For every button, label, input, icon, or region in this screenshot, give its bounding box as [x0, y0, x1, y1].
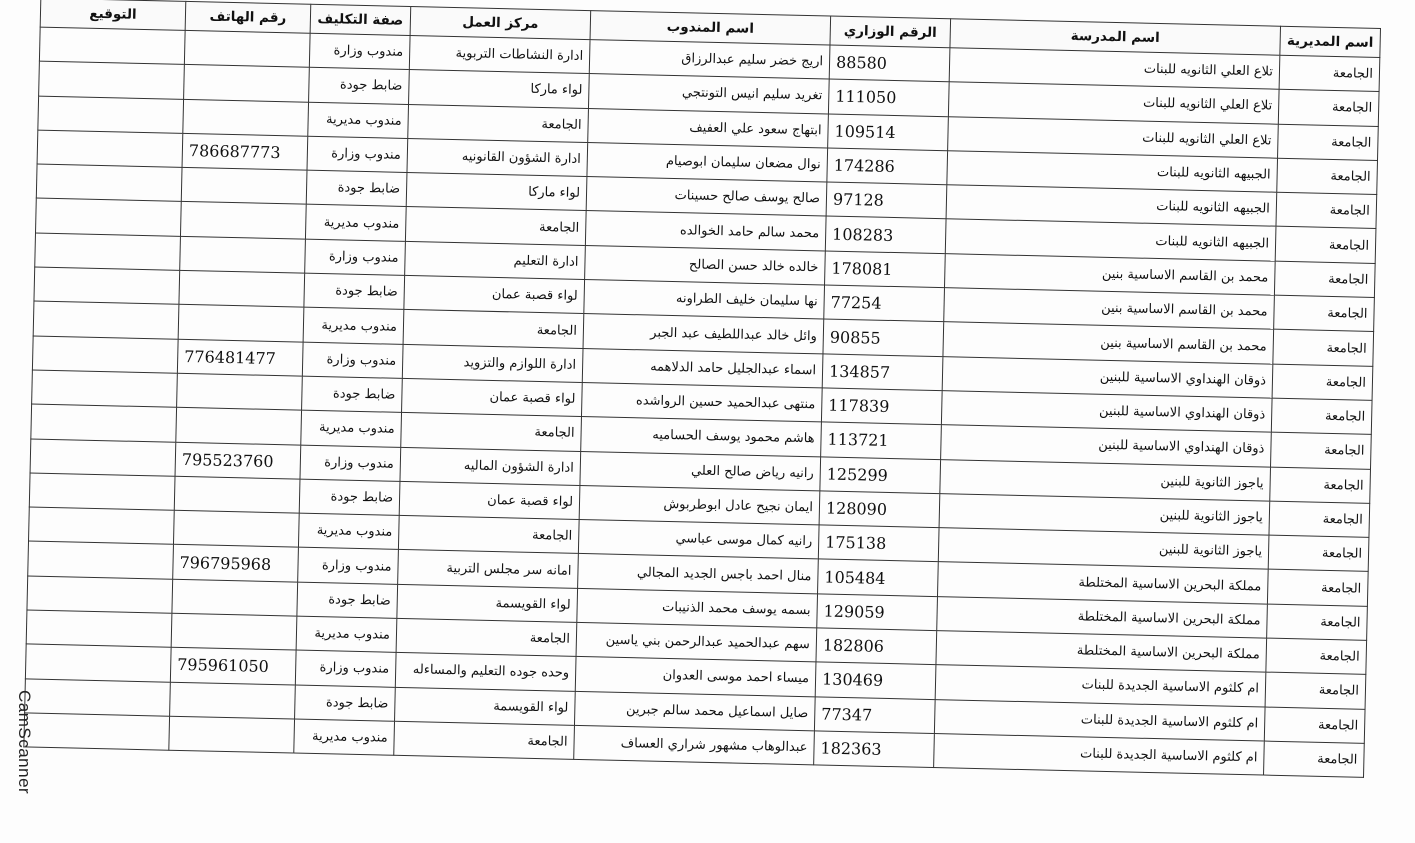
phone-cell — [180, 236, 306, 273]
signature-cell — [26, 610, 172, 648]
work-center-cell: ادارة الشؤون القانونيه — [407, 138, 588, 176]
school-cell: محمد بن القاسم الاساسية بنين — [943, 322, 1274, 364]
directorate-cell: الجامعة — [1267, 570, 1368, 607]
work-center-cell: لواء القويسمة — [395, 687, 576, 725]
assignment-cell: ضابط جودة — [304, 273, 405, 310]
school-cell: ياجوز الثانوية للبنين — [940, 459, 1271, 501]
delegate-name-cell: رانيه رياض صالح العلي — [580, 451, 821, 491]
delegate-name-cell: خالده خالد حسن الصالح — [585, 245, 826, 285]
assignment-cell: ضابط جودة — [299, 479, 400, 516]
assignment-cell: مندوب مديرية — [301, 410, 402, 447]
header-delegate-name: اسم المندوب — [590, 11, 831, 45]
phone-cell — [184, 30, 310, 67]
delegate-name-cell: نوال مضعان سليمان ابوصيام — [587, 142, 828, 182]
work-center-cell: لواء القويسمة — [397, 584, 578, 622]
directorate-cell: الجامعة — [1278, 90, 1379, 127]
phone-cell — [179, 270, 305, 307]
ministry-number-cell: 182806 — [816, 628, 937, 665]
school-cell: ذوقان الهنداوي الاساسية للبنين — [941, 425, 1272, 467]
delegate-name-cell: سهم عبدالحميد عبدالرحمن بني ياسين — [576, 622, 817, 662]
work-center-cell: لواء قصبة عمان — [399, 481, 580, 519]
directorate-cell: الجامعة — [1274, 261, 1375, 298]
delegate-name-cell: اريج خضر سليم عبدالرزاق — [589, 40, 830, 80]
work-center-cell: ادارة الشؤون الماليه — [400, 447, 581, 485]
ministry-number-cell: 129059 — [817, 594, 938, 631]
delegate-name-cell: منتهى عبدالحميد حسين الرواشده — [581, 382, 822, 422]
ministry-number-cell: 88580 — [829, 45, 950, 82]
delegate-name-cell: ميساء احمد موسى العدوان — [575, 657, 816, 697]
school-cell: الجبيهه الثانويه للبنات — [946, 185, 1277, 227]
work-center-cell: لواء قصبة عمان — [404, 276, 585, 314]
phone-cell — [169, 716, 295, 753]
delegate-name-cell: نها سليمان خليف الطراونه — [584, 280, 825, 320]
signature-cell — [39, 27, 185, 65]
assignment-cell: مندوب مديرية — [298, 513, 399, 550]
work-center-cell: وحده جوده التعليم والمساءله — [395, 653, 576, 691]
phone-cell — [184, 65, 310, 102]
work-center-cell: الجامعة — [394, 721, 575, 759]
school-cell: مملكة البحرين الاساسية المختلطة — [937, 596, 1268, 638]
assignment-cell: مندوب وزارة — [298, 548, 399, 585]
signature-cell — [34, 267, 180, 305]
signature-cell — [31, 404, 177, 442]
work-center-cell: لواء ماركا — [409, 70, 590, 108]
ministry-number-cell: 108283 — [825, 216, 946, 253]
delegate-name-cell: ايمان نجيح عادل ابوطربوش — [579, 485, 820, 525]
work-center-cell: ادارة التعليم — [405, 241, 586, 279]
ministry-number-cell: 182363 — [814, 731, 935, 768]
directorate-cell: الجامعة — [1267, 604, 1368, 641]
assignment-cell: ضابط جودة — [295, 685, 396, 722]
ministry-number-cell: 90855 — [823, 319, 944, 356]
signature-cell — [36, 199, 182, 237]
school-cell: تلاع العلي الثانويه للبنات — [948, 82, 1279, 124]
school-cell: مملكة البحرين الاساسية المختلطة — [937, 562, 1268, 604]
work-center-cell: الجامعة — [396, 618, 577, 656]
ministry-number-cell: 134857 — [822, 354, 943, 391]
directorate-cell: الجامعة — [1265, 672, 1366, 709]
signature-cell — [38, 96, 184, 134]
school-cell: ياجوز الثانوية للبنين — [939, 493, 1270, 535]
work-center-cell: ادارة النشاطات التربوية — [409, 35, 590, 73]
header-school: اسم المدرسة — [950, 19, 1281, 55]
school-cell: ام كلثوم الاساسية الجديدة للبنات — [934, 699, 1265, 741]
phone-cell: 796795968 — [173, 545, 299, 582]
delegate-name-cell: رانيه كمال موسى عباسي — [578, 520, 819, 560]
signature-cell — [29, 473, 175, 511]
assignment-cell: مندوب وزارة — [302, 342, 403, 379]
ministry-number-cell: 113721 — [821, 422, 942, 459]
assignment-cell: ضابط جودة — [297, 582, 398, 619]
school-cell: ذوقان الهنداوي الاساسية للبنين — [941, 391, 1272, 433]
phone-cell — [172, 579, 298, 616]
delegate-name-cell: عبدالوهاب مشهور شراري العساف — [574, 725, 815, 765]
delegate-name-cell: محمد سالم حامد الخوالده — [585, 211, 826, 251]
assignment-cell: ضابط جودة — [306, 170, 407, 207]
directorate-cell: الجامعة — [1276, 192, 1377, 229]
assignment-cell: مندوب مديرية — [296, 616, 397, 653]
camscanner-watermark: CamScanner — [15, 690, 34, 795]
directorate-cell: الجامعة — [1275, 227, 1376, 264]
directorate-cell: الجامعة — [1269, 501, 1370, 538]
header-ministry-number: الرقم الوزاري — [830, 16, 951, 48]
directorate-cell: الجامعة — [1266, 638, 1367, 675]
work-center-cell: الجامعة — [401, 413, 582, 451]
ministry-number-cell: 77254 — [824, 285, 945, 322]
phone-cell: 795961050 — [170, 648, 296, 685]
header-assignment: صفة التكليف — [310, 4, 411, 35]
delegate-name-cell: منال احمد باجس الجديد المجالي — [578, 554, 819, 594]
phone-cell — [176, 408, 302, 445]
school-cell: مملكة البحرين الاساسية المختلطة — [936, 631, 1267, 673]
work-center-cell: ادارة اللوازم والتزويد — [402, 344, 583, 382]
school-cell: ياجوز الثانوية للبنين — [938, 528, 1269, 570]
directorate-cell: الجامعة — [1278, 124, 1379, 161]
work-center-cell: لواء ماركا — [406, 173, 587, 211]
work-center-cell: الجامعة — [398, 516, 579, 554]
ministry-number-cell: 109514 — [828, 114, 949, 151]
signature-cell — [25, 679, 171, 717]
ministry-number-cell: 97128 — [826, 182, 947, 219]
ministry-number-cell: 77347 — [814, 696, 935, 733]
phone-cell — [177, 373, 303, 410]
assignment-cell: مندوب مديرية — [305, 205, 406, 242]
assignment-cell: مندوب وزارة — [307, 136, 408, 173]
delegate-name-cell: صايل اسماعيل محمد سالم جبرين — [574, 691, 815, 731]
school-cell: ام كلثوم الاساسية الجديدة للبنات — [934, 734, 1265, 776]
assignment-cell: مندوب وزارة — [300, 445, 401, 482]
ministry-number-cell: 111050 — [828, 79, 949, 116]
delegate-name-cell: صالح يوسف صالح حسينات — [586, 177, 827, 217]
school-cell: ام كلثوم الاساسية الجديدة للبنات — [935, 665, 1266, 707]
phone-cell — [171, 613, 297, 650]
ministry-number-cell: 128090 — [819, 491, 940, 528]
signature-cell — [28, 541, 174, 579]
work-center-cell: الجامعة — [408, 104, 589, 142]
delegate-name-cell: ابتهاج سعود علي العفيف — [588, 108, 829, 148]
school-cell: تلاع العلي الثانويه للبنات — [949, 48, 1280, 90]
signature-cell — [24, 713, 170, 751]
directorate-cell: الجامعة — [1271, 398, 1372, 435]
phone-cell — [181, 168, 307, 205]
phone-cell — [174, 476, 300, 513]
directorate-cell: الجامعة — [1270, 467, 1371, 504]
signature-cell — [29, 507, 175, 545]
directorate-cell: الجامعة — [1277, 158, 1378, 195]
signature-cell — [32, 336, 178, 374]
signature-cell — [37, 130, 183, 168]
assignment-cell: مندوب وزارة — [295, 650, 396, 687]
directorate-cell: الجامعة — [1273, 330, 1374, 367]
school-cell: الجبيهه الثانويه للبنات — [947, 151, 1278, 193]
assignment-cell: مندوب وزارة — [309, 33, 410, 70]
assignment-cell: مندوب مديرية — [294, 719, 395, 756]
ministry-number-cell: 130469 — [815, 662, 936, 699]
assignment-cell: ضابط جودة — [309, 68, 410, 105]
phone-cell — [173, 510, 299, 547]
header-phone: رقم الهاتف — [185, 1, 311, 33]
phone-cell: 795523760 — [175, 442, 301, 479]
signature-cell — [25, 644, 171, 682]
ministry-number-cell: 117839 — [821, 388, 942, 425]
assignment-cell: مندوب مديرية — [303, 308, 404, 345]
work-center-cell: امانه سر مجلس التربية — [398, 550, 579, 588]
ministry-number-cell: 178081 — [825, 251, 946, 288]
school-cell: الجبيهه الثانويه للبنات — [945, 219, 1276, 261]
phone-cell: 776481477 — [177, 339, 303, 376]
school-cell: محمد بن القاسم الاساسية بنين — [944, 288, 1275, 330]
delegate-name-cell: وائل خالد عبداللطيف عبد الجبر — [583, 314, 824, 354]
directorate-cell: الجامعة — [1268, 535, 1369, 572]
signature-cell — [33, 301, 179, 339]
school-cell: ذوقان الهنداوي الاساسية للبنين — [942, 356, 1273, 398]
work-center-cell: الجامعة — [403, 310, 584, 348]
document-page — [23, 0, 1380, 778]
phone-cell — [180, 202, 306, 239]
delegate-name-cell: اسماء عبدالجليل حامد الدلاهمه — [582, 348, 823, 388]
phone-cell: 786687773 — [182, 133, 308, 170]
directorate-cell: الجامعة — [1264, 707, 1365, 744]
phone-cell — [183, 99, 309, 136]
signature-cell — [27, 576, 173, 614]
phone-cell — [178, 305, 304, 342]
delegates-table — [23, 0, 1381, 778]
delegate-name-cell: هاشم محمود يوسف الحساميه — [581, 417, 822, 457]
assignment-cell: ضابط جودة — [302, 376, 403, 413]
school-cell: محمد بن القاسم الاساسية بنين — [944, 253, 1275, 295]
delegate-name-cell: تغريد سليم انيس التونتجي — [588, 74, 829, 114]
assignment-cell: مندوب وزارة — [305, 239, 406, 276]
directorate-cell: الجامعة — [1279, 55, 1380, 92]
ministry-number-cell: 174286 — [827, 148, 948, 185]
header-work-center: مركز العمل — [410, 7, 591, 40]
header-directorate: اسم المديرية — [1280, 26, 1381, 57]
signature-cell — [35, 233, 181, 271]
directorate-cell: الجامعة — [1274, 295, 1375, 332]
school-cell: تلاع العلي الثانويه للبنات — [948, 116, 1279, 158]
work-center-cell: لواء قصبة عمان — [402, 378, 583, 416]
signature-cell — [32, 370, 178, 408]
ministry-number-cell: 175138 — [818, 525, 939, 562]
directorate-cell: الجامعة — [1264, 741, 1365, 778]
header-signature: التوقيع — [40, 0, 186, 30]
ministry-number-cell: 125299 — [820, 456, 941, 493]
signature-cell — [36, 164, 182, 202]
directorate-cell: الجامعة — [1272, 364, 1373, 401]
assignment-cell: مندوب مديرية — [308, 102, 409, 139]
phone-cell — [170, 682, 296, 719]
work-center-cell: الجامعة — [405, 207, 586, 245]
signature-cell — [39, 61, 185, 99]
ministry-number-cell: 105484 — [818, 559, 939, 596]
delegate-name-cell: بسمه يوسف محمد الذنيبات — [577, 588, 818, 628]
signature-cell — [30, 439, 176, 477]
directorate-cell: الجامعة — [1271, 432, 1372, 469]
